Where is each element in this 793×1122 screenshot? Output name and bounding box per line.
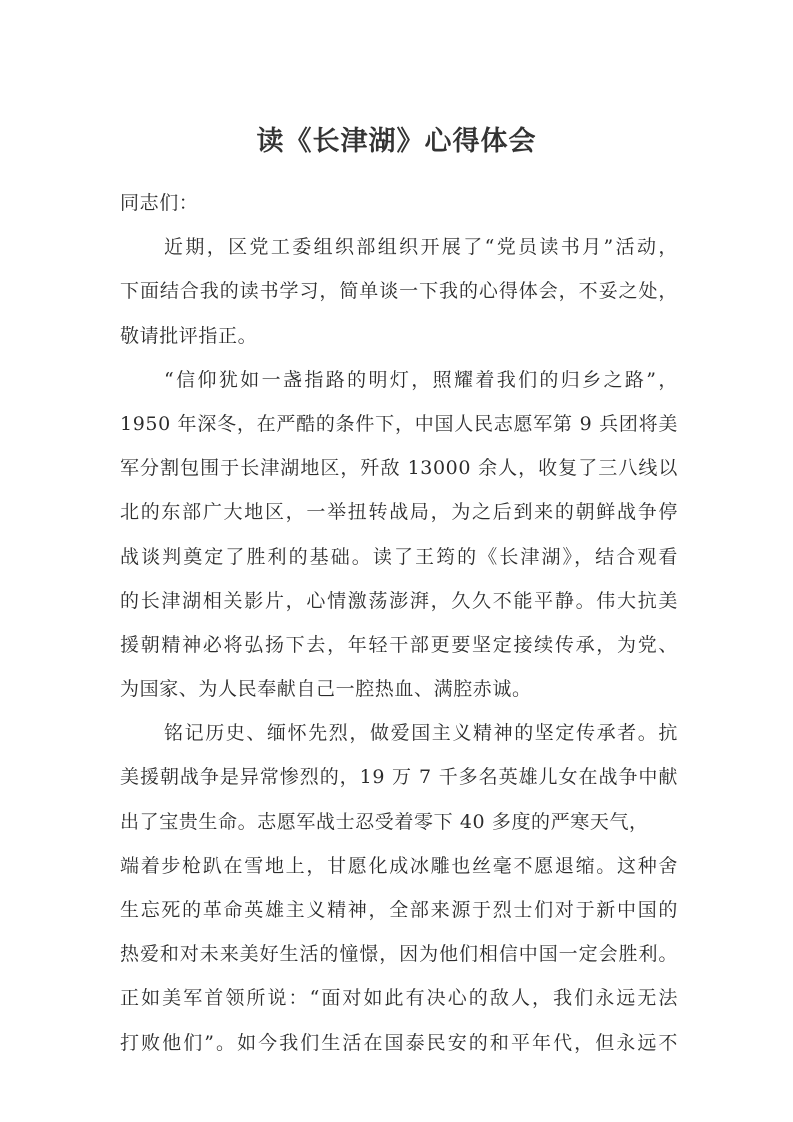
- paragraph-line: 下面结合我的读书学习，简单谈一下我的心得体会，不妥之处，: [120, 280, 678, 303]
- paragraph-line: 近期，区党工委组织部组织开展了“党员读书月”活动，: [164, 236, 678, 259]
- paragraph-line: 打败他们”。如今我们生活在国泰民安的和平年代，但永远不: [120, 1031, 678, 1054]
- salutation-line: 同志们：: [120, 192, 199, 214]
- paragraph-line: 热爱和对未来美好生活的憧憬，因为他们相信中国一定会胜利。: [120, 943, 678, 966]
- paragraph-line: 美援朝战争是异常惨烈的，19 万 7 千多名英雄儿女在战争中献: [120, 766, 678, 789]
- paragraph-line: 的长津湖相关影片，心情激荡澎湃，久久不能平静。伟大抗美: [120, 589, 678, 612]
- paragraph-line: 出了宝贵生命。志愿军战士忍受着零下 40 多度的严寒天气，: [120, 810, 649, 833]
- paragraph-line: 生忘死的革命英雄主义精神，全部来源于烈士们对于新中国的: [120, 899, 678, 921]
- document-title: 读《长津湖》心得体会: [256, 126, 537, 157]
- paragraph-line: 为国家、为人民奉献自己一腔热血、满腔赤诚。: [120, 678, 532, 701]
- paragraph-line: 战谈判奠定了胜利的基础。读了王筠的《长津湖》，结合观看: [120, 545, 678, 568]
- paragraph-line: 1950 年深冬，在严酷的条件下，中国人民志愿军第 9 兵团将美: [120, 412, 678, 435]
- paragraph-line: 敬请批评指正。: [120, 324, 258, 347]
- document-body: [120, 181, 678, 1065]
- paragraph-line: 铭记历史、缅怀先烈，做爱国主义精神的坚定传承者。抗: [164, 722, 678, 745]
- paragraph-line: 军分割包围于长津湖地区，歼敌 13000 余人，收复了三八线以: [120, 457, 678, 480]
- paragraph-line: 正如美军首领所说：“面对如此有决心的敌人，我们永远无法: [120, 987, 678, 1010]
- paragraph-line: 端着步枪趴在雪地上，甘愿化成冰雕也丝毫不愿退缩。这种舍: [120, 854, 678, 877]
- paragraph-line: 援朝精神必将弘扬下去，年轻干部更要坚定接续传承，为党、: [120, 633, 678, 656]
- paragraph-line: “信仰犹如一盏指路的明灯，照耀着我们的归乡之路”，: [164, 368, 678, 391]
- paragraph-line: 北的东部广大地区，一举扭转战局，为之后到来的朝鲜战争停: [120, 501, 678, 524]
